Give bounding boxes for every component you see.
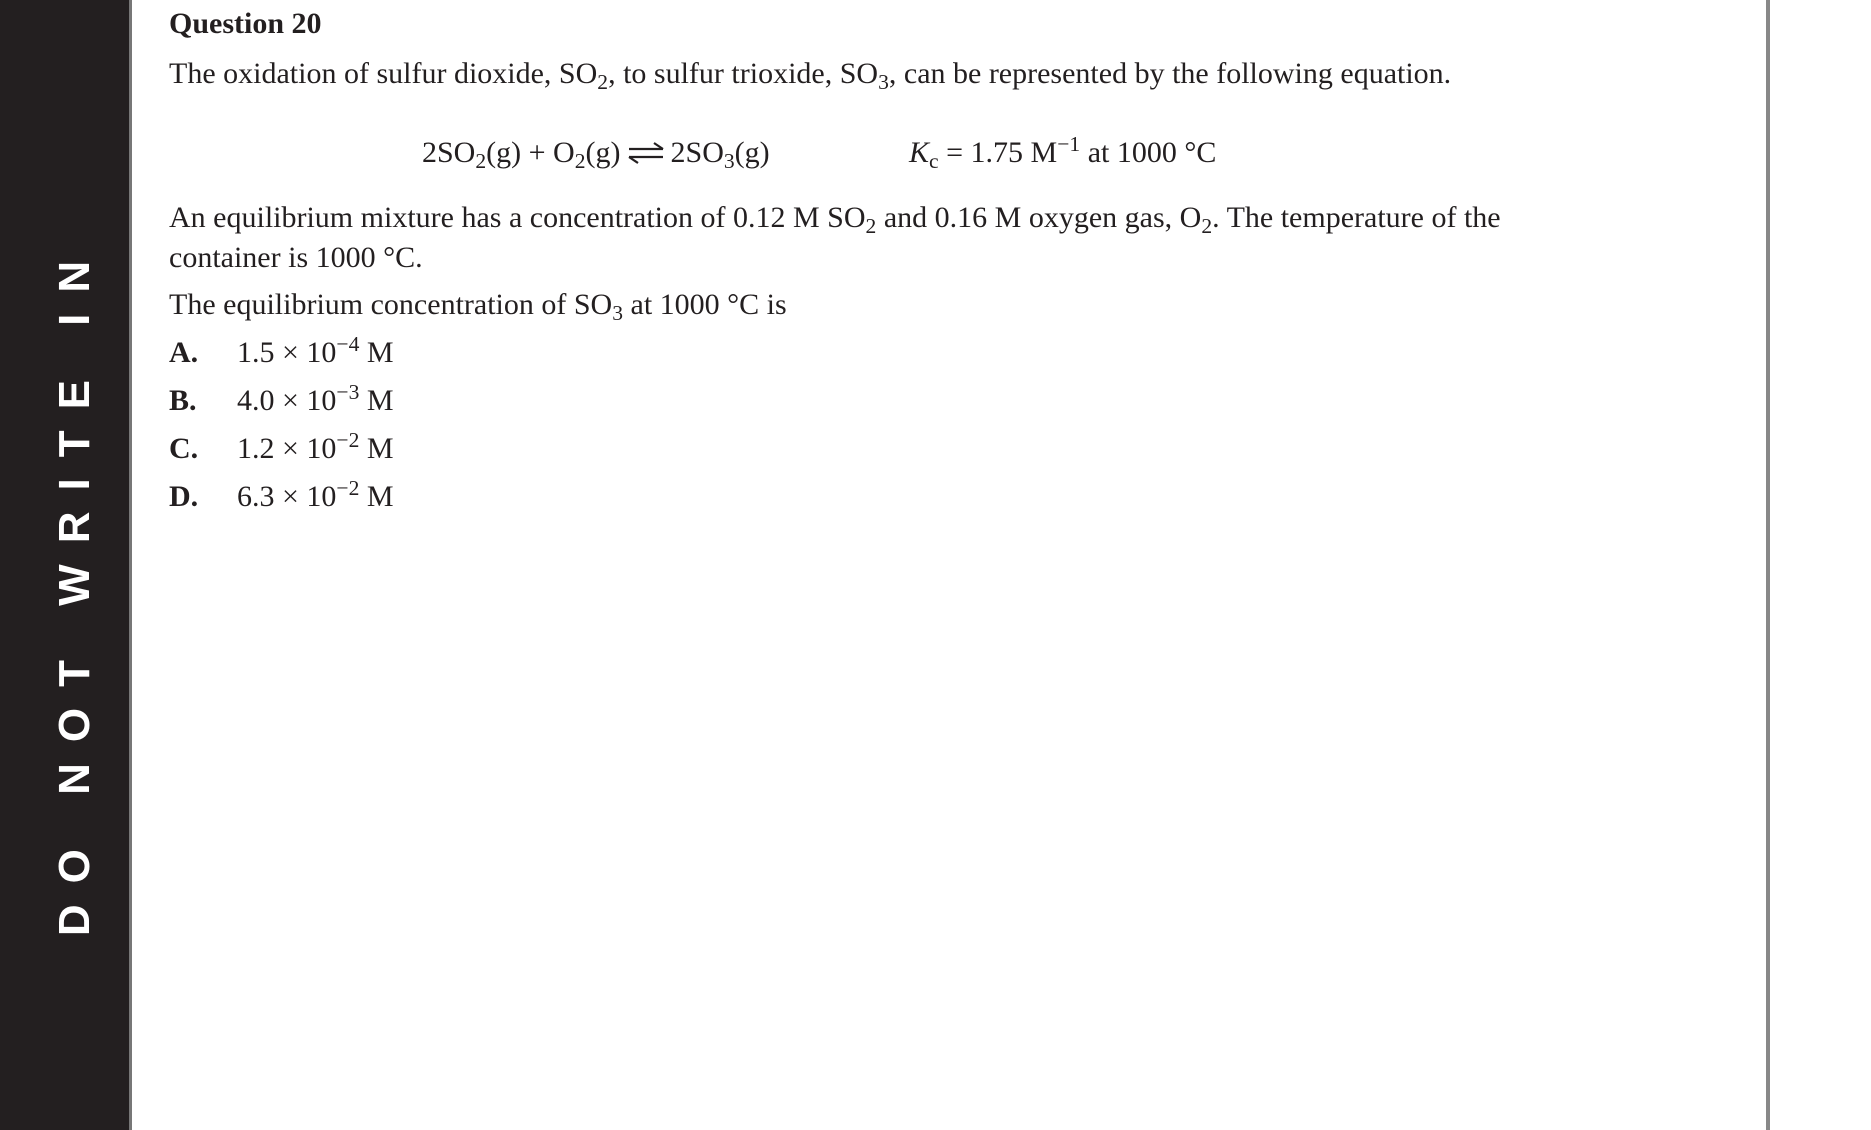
eq-product-sub: 3 — [723, 149, 735, 174]
option-b[interactable] — [169, 381, 394, 421]
option-d[interactable] — [169, 477, 394, 517]
do-not-write-label: DO NOT WRITE IN — [50, 239, 99, 937]
option-value — [237, 333, 394, 373]
question-title: Question 20 — [169, 7, 322, 40]
margin-bar — [0, 0, 132, 1130]
k-value: = 1.75 M — [938, 136, 1058, 169]
mixture-text-b: and 0.16 M oxygen gas, O — [876, 201, 1202, 234]
option-exponent: −2 — [336, 427, 360, 452]
intro-text-b: , to sulfur trioxide, SO — [608, 57, 879, 90]
equilibrium-arrow-icon — [625, 135, 667, 175]
option-unit: M — [359, 432, 394, 465]
chemical-equation — [422, 133, 770, 175]
mixture-text-c: . The temperature of the — [1212, 201, 1501, 234]
intro-text-c: , can be represented by the following equation. — [888, 57, 1452, 90]
mixture-statement-line-2: container is 1000 °C. — [169, 241, 423, 274]
option-letter: A. — [169, 336, 199, 369]
option-value — [237, 429, 394, 469]
mixture-sub-b: 2 — [1201, 214, 1213, 239]
eq-reactant-2-state: (g) — [585, 136, 621, 169]
mixture-statement-line-1 — [169, 198, 1501, 238]
option-unit: M — [359, 384, 394, 417]
mixture-sub-a: 2 — [865, 214, 877, 239]
option-mantissa: 4.0 × 10 — [237, 384, 337, 417]
option-mantissa: 1.2 × 10 — [237, 432, 337, 465]
option-mantissa: 6.3 × 10 — [237, 480, 337, 513]
option-exponent: −2 — [336, 475, 360, 500]
question-prompt — [169, 285, 787, 325]
k-exponent: −1 — [1057, 131, 1081, 156]
option-a[interactable] — [169, 333, 394, 373]
option-value — [237, 477, 394, 517]
k-symbol: K — [909, 136, 930, 169]
option-unit: M — [359, 480, 394, 513]
right-border-rule — [1766, 0, 1770, 1130]
intro-sub-a: 2 — [597, 70, 609, 95]
equilibrium-constant — [909, 133, 1216, 173]
option-value — [237, 381, 394, 421]
eq-reactant-1-sub: 2 — [475, 149, 487, 174]
eq-product: 2SO — [670, 136, 724, 169]
option-mantissa: 1.5 × 10 — [237, 336, 337, 369]
option-letter: C. — [169, 432, 199, 465]
option-unit: M — [359, 336, 394, 369]
intro-text-a: The oxidation of sulfur dioxide, SO — [169, 57, 598, 90]
eq-reactant-1: 2SO — [422, 136, 476, 169]
eq-reactant-2-sub: 2 — [574, 149, 586, 174]
k-condition: at 1000 °C — [1080, 136, 1217, 169]
intro-sub-b: 3 — [878, 70, 889, 95]
eq-product-state: (g) — [734, 136, 770, 169]
prompt-text-a: The equilibrium concentration of SO — [169, 288, 613, 321]
option-exponent: −4 — [336, 331, 360, 356]
option-exponent: −3 — [336, 379, 360, 404]
option-letter: B. — [169, 384, 197, 417]
option-letter: D. — [169, 480, 199, 513]
prompt-text-b: at 1000 °C is — [623, 288, 787, 321]
option-c[interactable] — [169, 429, 394, 469]
question-intro — [169, 54, 1451, 94]
mixture-text-a: An equilibrium mixture has a concentration of 0.12 M SO — [169, 201, 866, 234]
eq-reactant-1-state: (g) + O — [486, 136, 575, 169]
prompt-sub: 3 — [612, 301, 624, 326]
k-subscript: c — [929, 149, 939, 174]
